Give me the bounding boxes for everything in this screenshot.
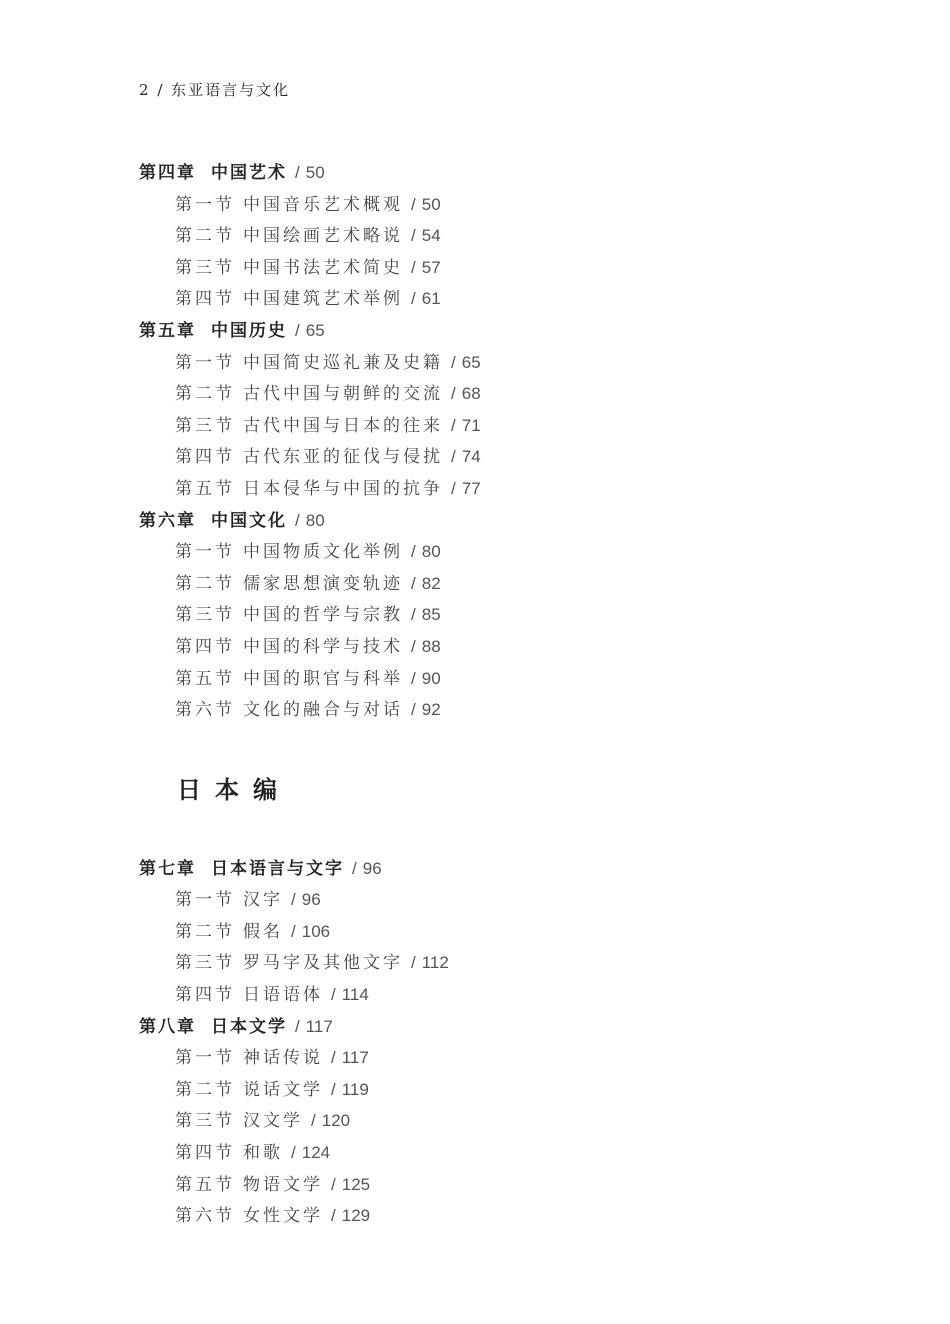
chapter-page-number: 80 — [305, 510, 325, 530]
section-entry — [139, 663, 839, 695]
section-entry — [139, 568, 839, 600]
section-page-number: 119 — [341, 1079, 369, 1099]
page-separator: / — [295, 163, 300, 182]
section-entry — [139, 252, 839, 284]
section-number: 第三节 — [175, 257, 235, 278]
section-page-number: 74 — [461, 447, 481, 467]
section-number: 第四节 — [175, 1143, 235, 1164]
page-separator: / — [331, 985, 336, 1005]
section-page-number: 112 — [421, 953, 449, 973]
page-separator: / — [331, 1206, 336, 1226]
section-number: 第三节 — [175, 605, 235, 626]
section-title: 汉文学 — [243, 1111, 303, 1132]
section-title: 女性文学 — [243, 1206, 323, 1227]
section-title: 中国音乐艺术概观 — [243, 194, 403, 215]
chapter-number: 第七章 — [139, 858, 196, 879]
section-number: 第二节 — [175, 1079, 235, 1100]
section-page-number: 85 — [421, 605, 441, 625]
section-page-number: 117 — [341, 1048, 369, 1068]
chapter-page-number: 96 — [362, 858, 382, 878]
section-page-number: 82 — [421, 573, 441, 593]
page-separator: / — [451, 447, 456, 467]
section-entry — [139, 884, 839, 916]
section-number: 第四节 — [175, 636, 235, 657]
page-separator: / — [451, 478, 456, 498]
page-separator: / — [291, 921, 296, 941]
chapter-entry — [139, 1011, 839, 1043]
page-separator: / — [411, 194, 416, 214]
section-number: 第三节 — [175, 953, 235, 974]
page-separator: / — [451, 384, 456, 404]
section-entry — [139, 1169, 839, 1201]
section-entry — [139, 1074, 839, 1106]
section-number: 第一节 — [175, 542, 235, 563]
section-number: 第三节 — [175, 415, 235, 436]
section-page-number: 90 — [421, 668, 441, 688]
section-title: 日本侵华与中国的抗争 — [243, 478, 443, 499]
section-title: 说话文学 — [243, 1079, 323, 1100]
section-entry — [139, 220, 839, 252]
section-number: 第三节 — [175, 1111, 235, 1132]
section-entry — [139, 916, 839, 948]
section-page-number: 106 — [301, 921, 331, 941]
section-number: 第四节 — [175, 985, 235, 1006]
section-page-number: 61 — [421, 289, 441, 309]
section-page-number: 96 — [301, 890, 321, 910]
page-separator: / — [451, 352, 456, 372]
section-page-number: 71 — [461, 415, 481, 435]
toc-japan-part — [139, 853, 839, 1232]
section-entry — [139, 347, 839, 379]
section-number: 第二节 — [175, 226, 235, 247]
chapter-title: 日本语言与文字 — [211, 858, 344, 879]
chapter-title: 中国历史 — [211, 320, 287, 341]
section-number: 第五节 — [175, 668, 235, 689]
section-page-number: 120 — [321, 1111, 351, 1131]
table-of-contents — [139, 157, 839, 1232]
section-page-number: 125 — [341, 1174, 371, 1194]
section-entry — [139, 694, 839, 726]
section-entry — [139, 536, 839, 568]
page-separator: / — [411, 573, 416, 593]
section-title: 古代东亚的征伐与侵扰 — [243, 447, 443, 468]
section-page-number: 114 — [341, 985, 369, 1005]
page-separator: / — [411, 636, 416, 656]
page-separator: / — [291, 890, 296, 910]
section-title: 汉字 — [243, 890, 283, 911]
header-separator: / — [157, 81, 165, 99]
section-entry — [139, 1200, 839, 1232]
page-separator: / — [295, 510, 300, 530]
section-number: 第五节 — [175, 1174, 235, 1195]
page-separator: / — [451, 415, 456, 435]
page-separator: / — [411, 668, 416, 688]
chapter-number: 第八章 — [139, 1016, 196, 1037]
section-title: 中国建筑艺术举例 — [243, 289, 403, 310]
header-book-title: 东亚语言与文化 — [171, 81, 291, 99]
section-entry — [139, 599, 839, 631]
chapter-page-number: 50 — [305, 163, 325, 182]
page-separator: / — [331, 1079, 336, 1099]
chapter-entry — [139, 315, 839, 347]
section-number: 第二节 — [175, 384, 235, 405]
chapter-page-number: 117 — [305, 1016, 333, 1036]
section-page-number: 80 — [421, 542, 441, 562]
section-number: 第二节 — [175, 573, 235, 594]
section-entry — [139, 283, 839, 315]
page-separator: / — [411, 542, 416, 562]
page-separator: / — [291, 1143, 296, 1163]
section-entry — [139, 473, 839, 505]
page-separator: / — [331, 1048, 336, 1068]
page-separator: / — [311, 1111, 316, 1131]
chapter-page-number: 65 — [305, 320, 325, 340]
section-entry — [139, 631, 839, 663]
section-number: 第六节 — [175, 1206, 235, 1227]
chapter-entry — [139, 157, 839, 189]
section-title: 假名 — [243, 921, 283, 942]
chapter-title: 中国文化 — [211, 510, 287, 531]
section-page-number: 65 — [461, 352, 481, 372]
section-number: 第一节 — [175, 194, 235, 215]
section-number: 第四节 — [175, 289, 235, 310]
section-title: 中国绘画艺术略说 — [243, 226, 403, 247]
chapter-title: 日本文学 — [211, 1016, 287, 1037]
chapter-entry — [139, 853, 839, 885]
section-title: 中国的哲学与宗教 — [243, 605, 403, 626]
section-page-number: 77 — [461, 478, 481, 498]
section-number: 第一节 — [175, 352, 235, 373]
page-separator: / — [411, 289, 416, 309]
section-number: 第一节 — [175, 1048, 235, 1069]
chapter-number: 第四章 — [139, 163, 196, 183]
section-entry — [139, 189, 839, 221]
section-number: 第五节 — [175, 478, 235, 499]
section-page-number: 124 — [301, 1143, 331, 1163]
chapter-number: 第六章 — [139, 510, 196, 531]
page-separator: / — [411, 700, 416, 720]
section-title: 中国物质文化举例 — [243, 542, 403, 563]
section-number: 第一节 — [175, 890, 235, 911]
section-title: 中国的职官与科举 — [243, 668, 403, 689]
section-title: 古代中国与日本的往来 — [243, 415, 443, 436]
header-page-number: 2 — [139, 81, 151, 99]
page-separator: / — [411, 605, 416, 625]
section-page-number: 129 — [341, 1206, 371, 1226]
section-page-number: 57 — [421, 257, 441, 277]
section-entry — [139, 1105, 839, 1137]
section-title: 物语文学 — [243, 1174, 323, 1195]
section-page-number: 68 — [461, 384, 481, 404]
section-entry — [139, 947, 839, 979]
page-separator: / — [411, 257, 416, 277]
section-page-number: 88 — [421, 636, 441, 656]
section-number: 第二节 — [175, 921, 235, 942]
page-separator: / — [352, 858, 357, 878]
section-title: 日语语体 — [243, 985, 323, 1006]
page-separator: / — [411, 953, 416, 973]
page-separator: / — [331, 1174, 336, 1194]
section-title: 中国的科学与技术 — [243, 636, 403, 657]
section-title: 中国书法艺术简史 — [243, 257, 403, 278]
section-title: 儒家思想演变轨迹 — [243, 573, 403, 594]
section-title: 中国简史巡礼兼及史籍 — [243, 352, 443, 373]
section-title: 和歌 — [243, 1143, 283, 1164]
section-page-number: 54 — [421, 226, 441, 246]
chapter-title: 中国艺术 — [211, 163, 287, 183]
section-entry — [139, 410, 839, 442]
section-page-number: 50 — [421, 194, 441, 214]
section-title: 文化的融合与对话 — [243, 700, 403, 721]
section-page-number: 92 — [421, 700, 441, 720]
section-title: 罗马字及其他文字 — [243, 953, 403, 974]
section-entry — [139, 1042, 839, 1074]
section-title: 神话传说 — [243, 1048, 323, 1069]
running-header — [139, 79, 290, 100]
section-entry — [139, 378, 839, 410]
section-entry — [139, 441, 839, 473]
section-entry — [139, 1137, 839, 1169]
toc-china-part — [139, 157, 839, 726]
page-separator: / — [411, 226, 416, 246]
page-separator: / — [295, 1016, 300, 1036]
page-separator: / — [295, 320, 300, 340]
section-title: 古代中国与朝鲜的交流 — [243, 384, 443, 405]
chapter-number: 第五章 — [139, 320, 196, 341]
section-number: 第四节 — [175, 447, 235, 468]
section-number: 第六节 — [175, 700, 235, 721]
section-entry — [139, 979, 839, 1011]
part-title-japan: 日本编 — [177, 774, 291, 804]
chapter-entry — [139, 505, 839, 537]
